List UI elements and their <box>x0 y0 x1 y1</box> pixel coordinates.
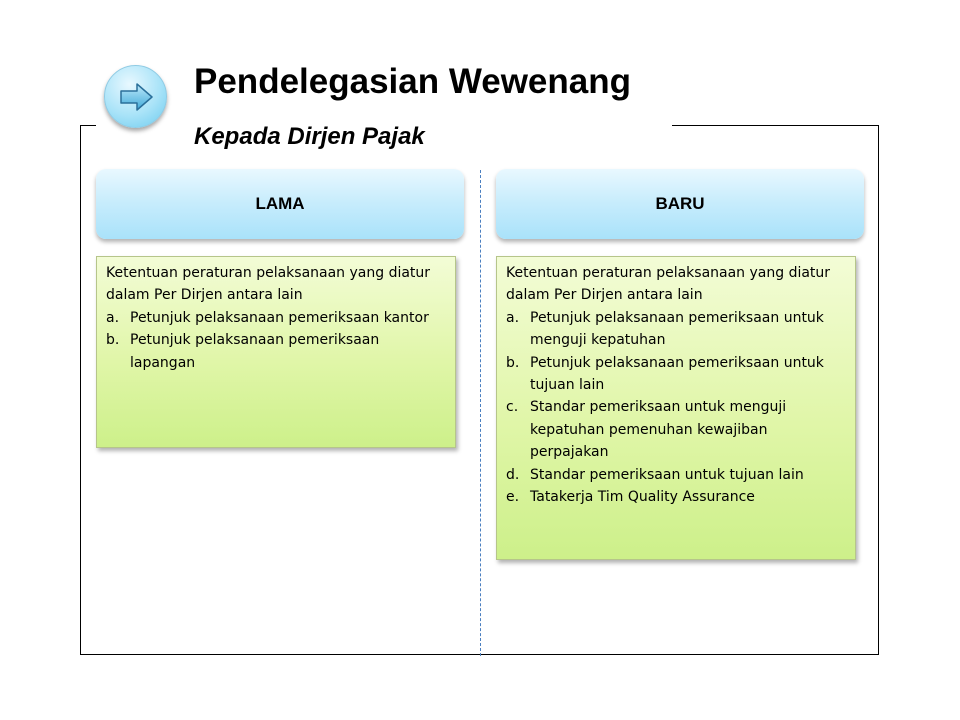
page-subtitle: Kepada Dirjen Pajak <box>194 123 425 150</box>
intro-text: Ketentuan peraturan pelaksanaan yang diatur dalam Per Dirjen antara lain <box>506 265 831 304</box>
header-lama-label: LAMA <box>255 194 305 213</box>
item-list <box>506 307 847 509</box>
arrow-button[interactable] <box>104 65 167 128</box>
list-marker: b. <box>106 332 120 349</box>
list-item <box>506 396 847 463</box>
header-baru <box>496 169 864 239</box>
list-item-text: Petunjuk pelaksanaan pemeriksaan kantor <box>130 309 429 326</box>
list-marker: a. <box>506 309 520 326</box>
right-arrow-icon <box>119 82 155 112</box>
list-marker: b. <box>506 354 520 371</box>
list-item <box>106 329 447 374</box>
list-item <box>506 352 847 397</box>
list-item-text: Petunjuk pelaksanaan pemeriksaan lapangan <box>130 332 380 371</box>
page-title: Pendelegasian Wewenang <box>194 62 631 101</box>
content-box-baru <box>496 256 856 560</box>
list-item <box>506 486 847 508</box>
intro-text: Ketentuan peraturan pelaksanaan yang diatur dalam Per Dirjen antara lain <box>106 265 431 304</box>
list-marker: a. <box>106 309 120 326</box>
list-item <box>506 307 847 352</box>
list-item-text: Standar pemeriksaan untuk menguji kepatuhan pemenuhan kewajiban perpajakan <box>530 399 787 461</box>
column-divider <box>480 170 481 656</box>
list-item-text: Tatakerja Tim Quality Assurance <box>530 489 755 506</box>
header-baru-label: BARU <box>655 194 705 213</box>
content-box-lama <box>96 256 456 448</box>
list-item-text: Standar pemeriksaan untuk tujuan lain <box>530 466 804 483</box>
header-lama <box>96 169 464 239</box>
list-item <box>106 307 447 329</box>
list-item <box>506 464 847 486</box>
list-marker: e. <box>506 489 520 506</box>
list-marker: c. <box>506 399 519 416</box>
list-item-text: Petunjuk pelaksanaan pemeriksaan untuk tujuan lain <box>530 354 824 394</box>
list-item-text: Petunjuk pelaksanaan pemeriksaan untuk menguji kepatuhan <box>530 309 824 349</box>
item-list <box>106 307 447 374</box>
list-marker: d. <box>506 466 520 483</box>
